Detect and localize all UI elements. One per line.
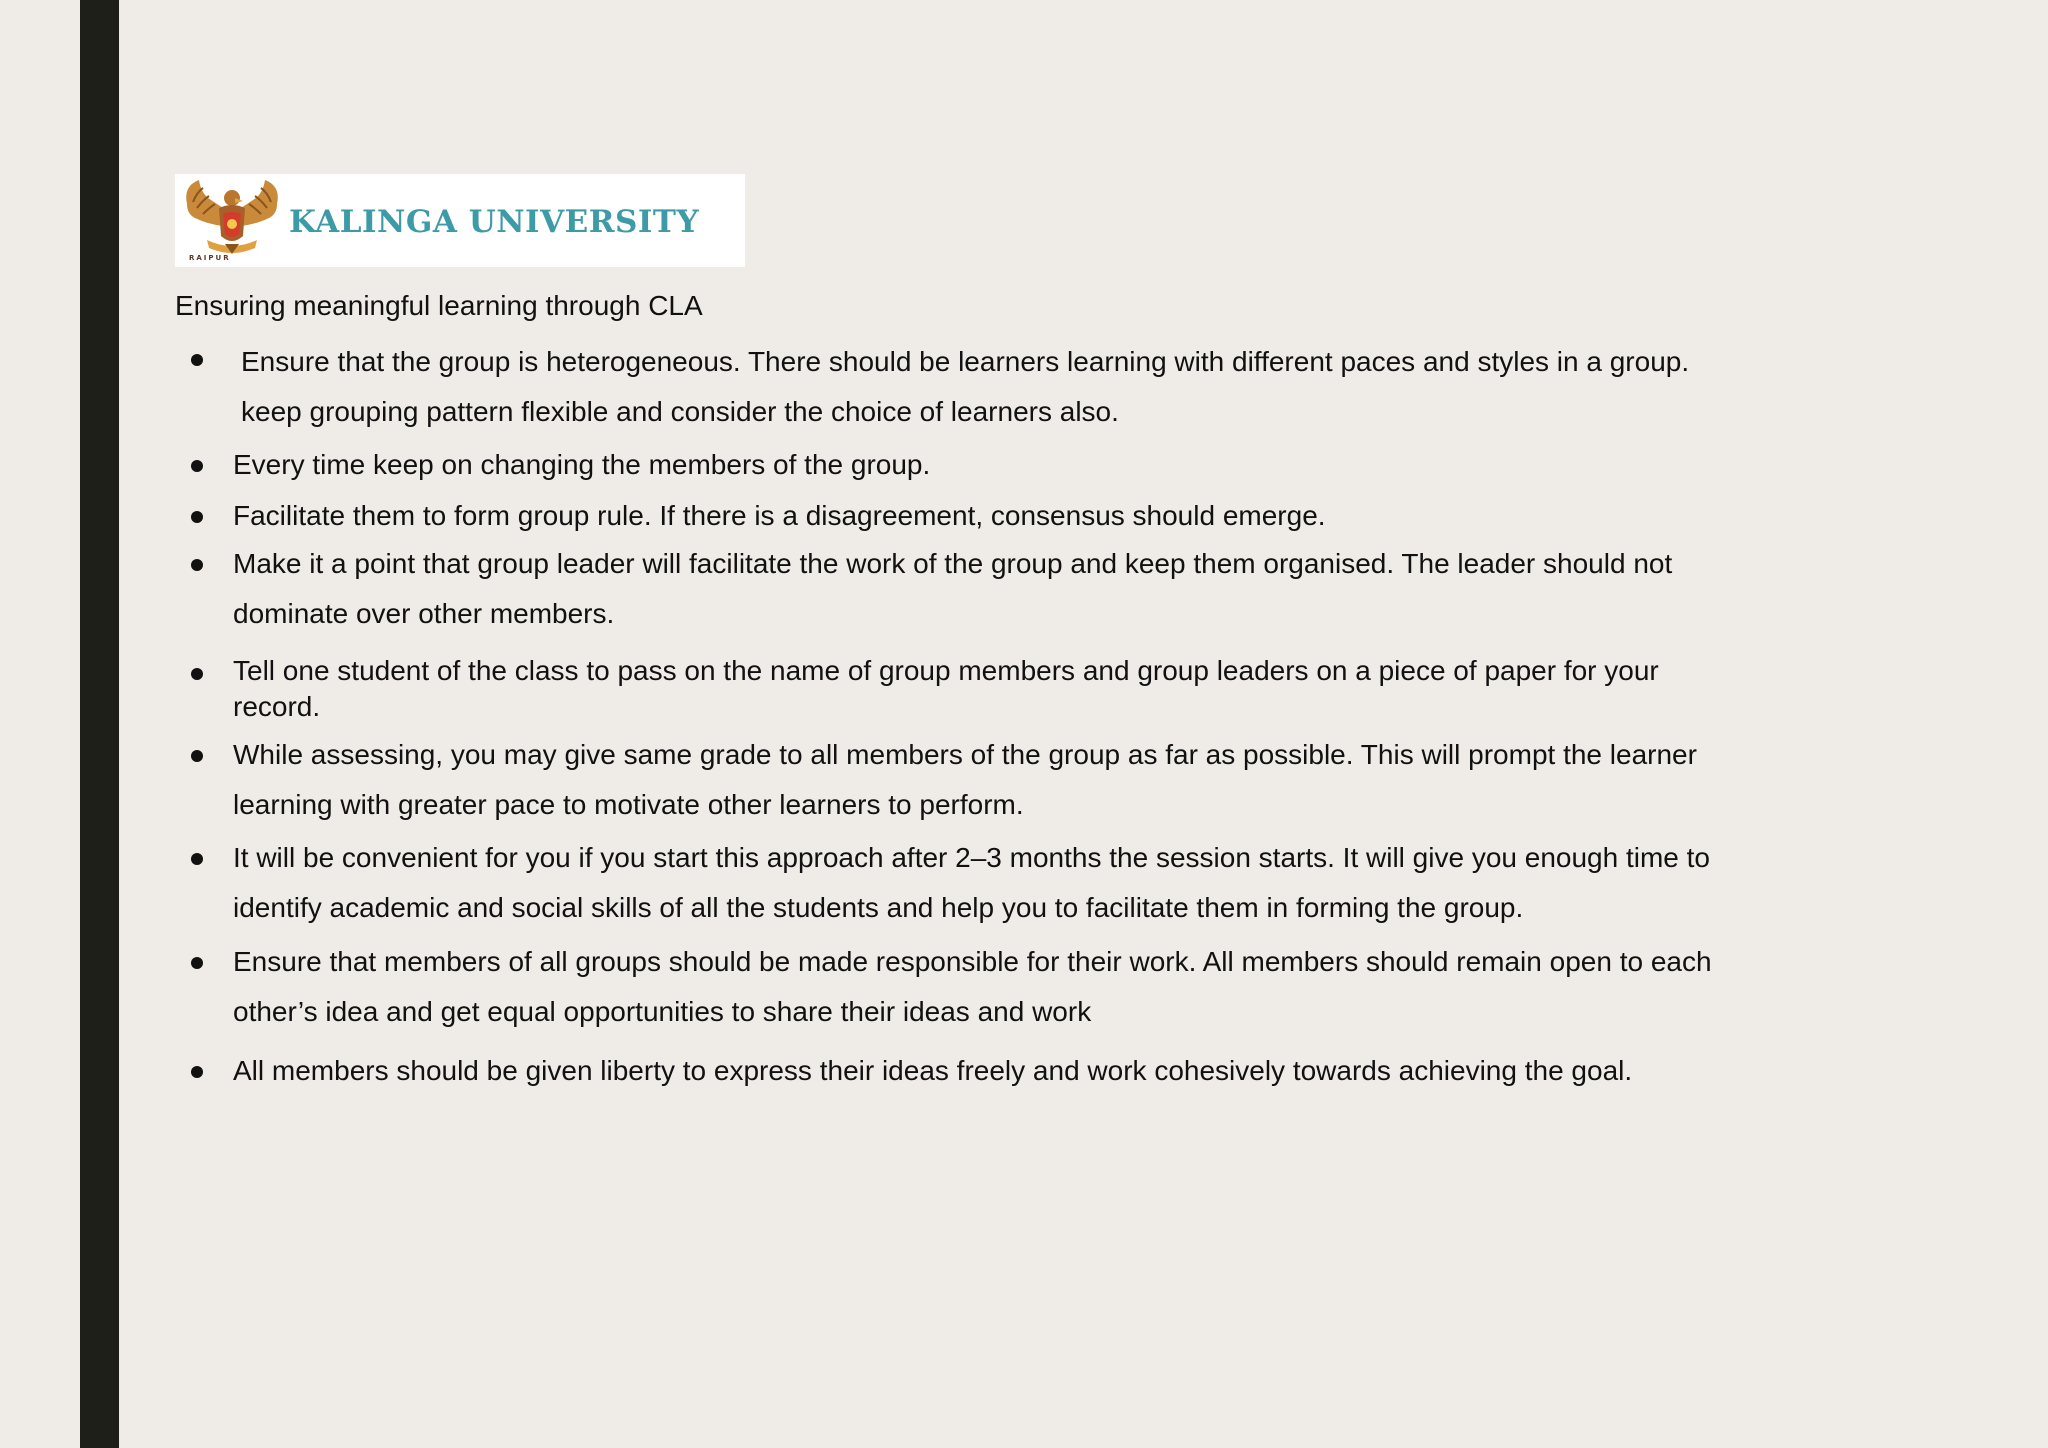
bullet-icon [191,1066,203,1078]
bullet-icon [191,354,203,366]
university-logo [175,174,745,267]
bullet-line: Tell one student of the class to pass on the name of group members and group leaders on a piece of paper for your [233,655,1659,686]
bullet-line: dominate over other members. [233,598,615,629]
bullet-line: Facilitate them to form group rule. If there is a disagreement, consensus should emerge. [233,500,1326,531]
left-accent-bar [80,0,119,1448]
bullet-line: other’s idea and get equal opportunities to share their ideas and work [233,996,1092,1027]
bullet-line: Every time keep on changing the members of the group. [233,449,931,480]
bullet-icon [191,460,203,472]
bullet-icon [191,559,203,571]
page-heading: Ensuring meaningful learning through CLA [175,290,703,321]
bullet-line: record. [233,691,321,722]
bullet-line: learning with greater pace to motivate other learners to perform. [233,789,1024,820]
bullet-line: Ensure that members of all groups should be made responsible for their work. All members should remain open to each [233,946,1712,977]
bullet-line: All members should be given liberty to express their ideas freely and work cohesively towards achieving the goal. [233,1055,1633,1086]
bullet-line: keep grouping pattern flexible and consider the choice of learners also. [241,396,1119,427]
bullet-line: Make it a point that group leader will facilitate the work of the group and keep them organised. The leader should not [233,548,1673,579]
bullet-line: It will be convenient for you if you start this approach after 2–3 months the session starts. It will give you enough time to [233,842,1710,873]
bullet-icon [191,957,203,969]
bullet-icon [191,511,203,523]
bullet-icon [191,750,203,762]
university-name: KALINGA UNIVERSITY [289,204,700,240]
bullet-line: identify academic and social skills of all the students and help you to facilitate them in forming the group. [233,892,1524,923]
bullet-line: Ensure that the group is heterogeneous. There should be learners learning with different paces and styles in a group. [241,346,1690,377]
bullet-icon [191,853,203,865]
bullet-icon [191,668,203,680]
logo-place-text: RAIPUR [189,254,231,262]
bullet-line: While assessing, you may give same grade to all members of the group as far as possible. This will prompt the learner [233,739,1697,770]
